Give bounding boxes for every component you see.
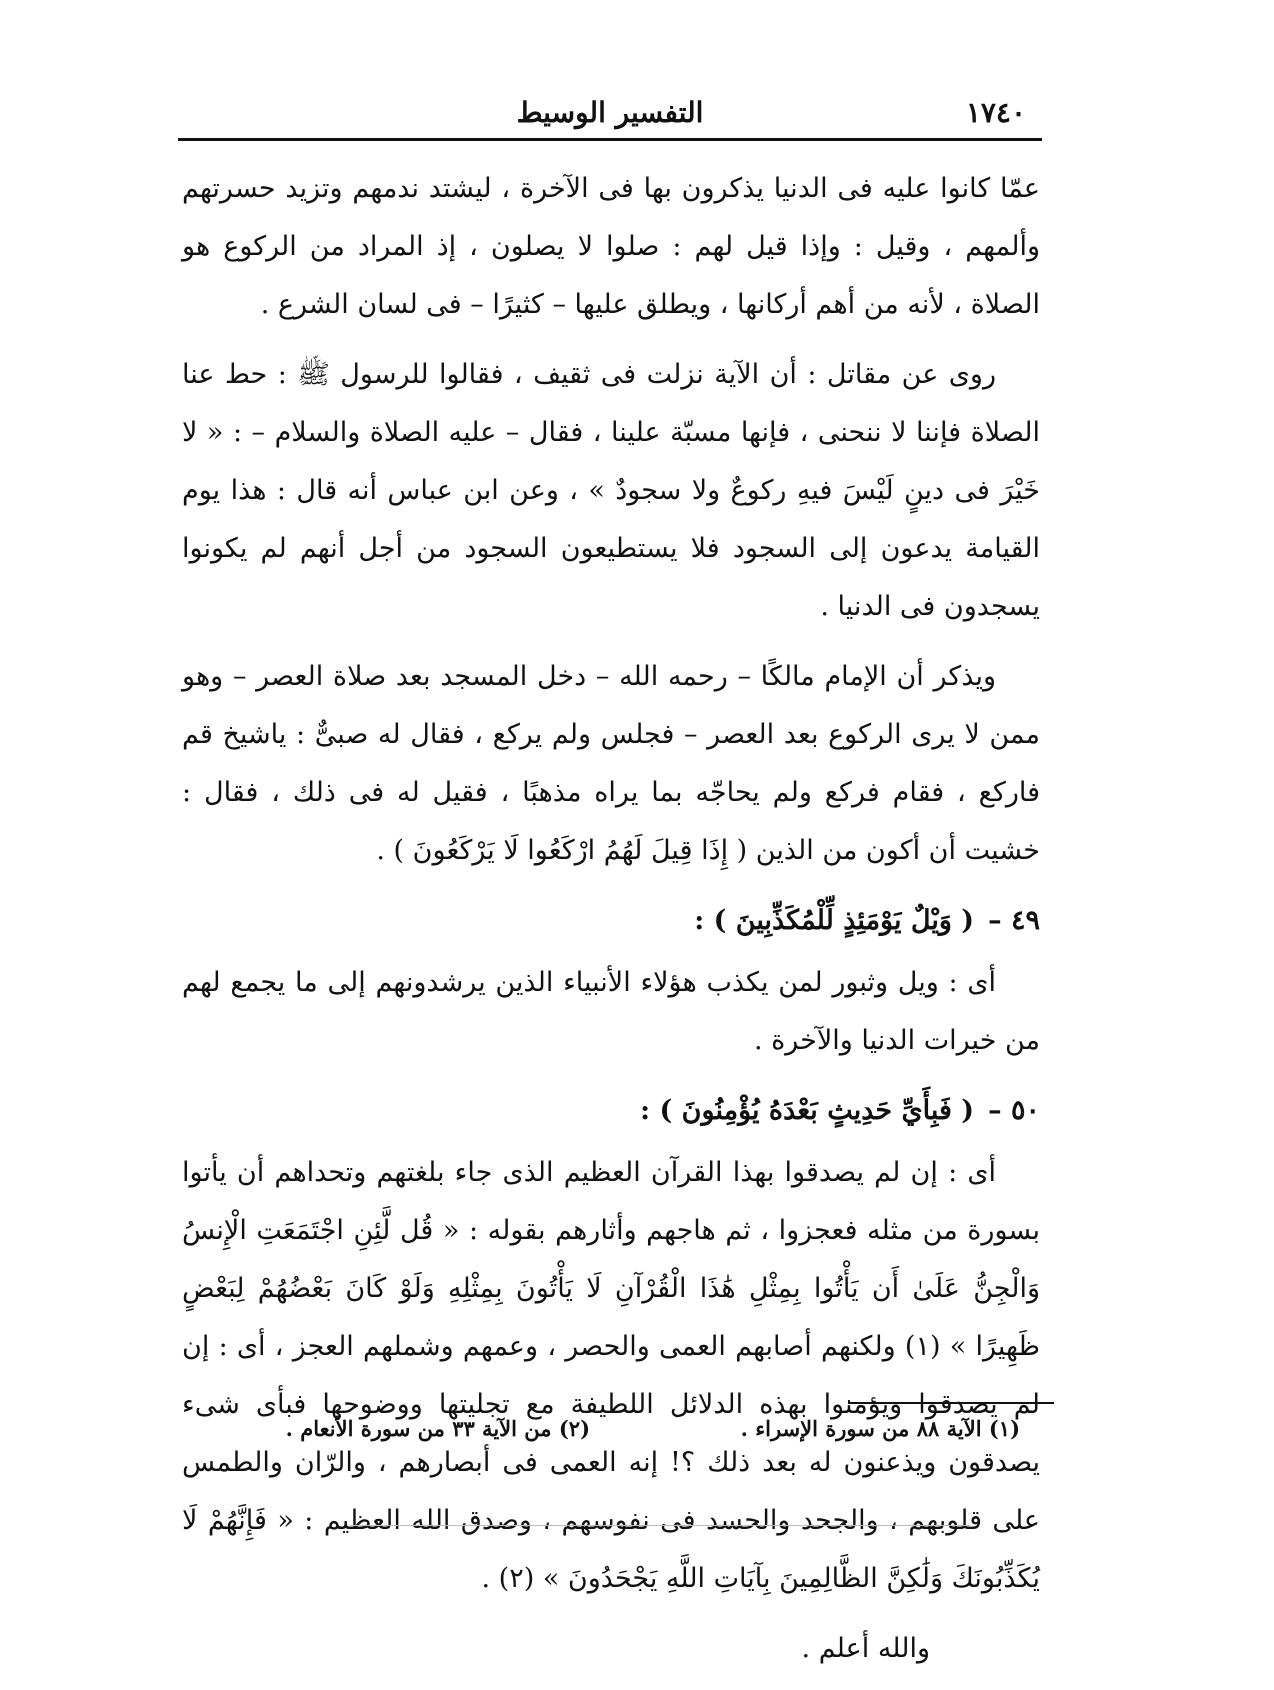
footnote-2: (٢) من الآية ٣٣ من سورة الأنعام . (285, 1416, 590, 1441)
verse-text-49: ( وَيْلٌ يَوْمَئِذٍ لِّلْمُكَذِّبِينَ ) : (694, 905, 975, 936)
verse-number-49: ٤٩ – (988, 905, 1040, 936)
verse-number-50: ٥٠ – (988, 1095, 1040, 1126)
footnotes (280, 1410, 1020, 1450)
verse-text-50: ( فَبِأَيِّ حَدِيثٍ بَعْدَهُ يُؤْمِنُونَ ) : (640, 1095, 975, 1126)
closing-line: والله أعلم . (801, 1633, 930, 1664)
paragraph-4: أى : ويل وثبور لمن يكذب هؤلاء الأنبياء الذين يرشدونهم إلى ما يجمع لهم من خيرات الدنيا والآخرة . (182, 967, 1040, 1056)
verse-heading-49 (182, 892, 1040, 950)
body-text (182, 160, 1040, 1690)
paragraph-2: روى عن مقاتل : أن الآية نزلت فى ثقيف ، فقالوا للرسول ﷺ : حط عنا الصلاة فإننا لا ننحنى ، فإنها مسبّة علينا ، فقال – عليه الصلاة والسلام – : « لا خَيْرَ فى دينٍ لَيْسَ فيهِ ركوعٌ ولا سجودٌ » ، وعن ابن عباس أنه قال : هذا يوم القيامة يدعون إلى السجود فلا يستطيعون السجود من أجل أنهم لم يكونوا يسجدون فى الدنيا . (182, 359, 1040, 622)
page-number: ١٧٤٠ (965, 96, 1026, 129)
paragraph-3: ويذكر أن الإمام مالكًا – رحمه الله – دخل المسجد بعد صلاة العصر – وهو ممن لا يرى الركوع بعد العصر – فجلس ولم يركع ، فقال له صبىٌّ : ياشيخ قم فاركع ، فقام فركع ولم يحاجّه بما يراه مذهبًا ، فقيل له فى ذلك ، فقال : خشيت أن أكون من الذين ( إِذَا قِيلَ لَهُمُ ارْكَعُوا لَا يَرْكَعُونَ ) . (182, 661, 1040, 866)
footnote-rule (848, 1402, 1054, 1404)
running-title: التفسير الوسيط (516, 96, 704, 129)
page-bottom-rule (350, 1525, 970, 1526)
paragraph-1: عمّا كانوا عليه فى الدنيا يذكرون بها فى الآخرة ، ليشتد ندمهم وتزيد حسرتهم وألمهم ، وقيل : وإذا قيل لهم : صلوا لا يصلون ، إذ المراد من الركوع هو الصلاة ، لأنه من أهم أركانها ، ويطلق عليها – كثيرًا – فى لسان الشرع . (182, 173, 1040, 320)
verse-heading-50 (182, 1082, 1040, 1140)
paragraph-5: أى : إن لم يصدقوا بهذا القرآن العظيم الذى جاء بلغتهم وتحداهم أن يأتوا بسورة من مثله فعجزوا ، ثم هاجهم وأثارهم بقوله : « قُل لَّئِنِ اجْتَمَعَتِ الْإِنسُ وَالْجِنُّ عَلَىٰ أَن يَأْتُوا بِمِثْلِ هَٰذَا الْقُرْآنِ لَا يَأْتُونَ بِمِثْلِهِ وَلَوْ كَانَ بَعْضُهُمْ لِبَعْضٍ ظَهِيرًا » (١) ولكنهم أصابهم العمى والحصر ، وعمهم وشملهم العجز ، أى : إن لم يصدقوا ويؤمنوا بهذه الدلائل اللطيفة مع تجليتها ووضوحها فبأى شىء يصدقون ويذعنون له بعد ذلك ؟! إنه العمى فى أبصارهم ، والرّان والطمس على قلوبهم ، والجحد والحسد فى نفوسهم ، وصدق الله العظيم : « فَإِنَّهُمْ لَا يُكَذِّبُونَكَ وَلَٰكِنَّ الظَّالِمِينَ بِآيَاتِ اللَّهِ يَجْحَدُونَ » (٢) . (182, 1157, 1040, 1594)
footnote-1: (١) الآية ٨٨ من سورة الإسراء . (740, 1416, 1020, 1441)
page-header (178, 92, 1042, 141)
